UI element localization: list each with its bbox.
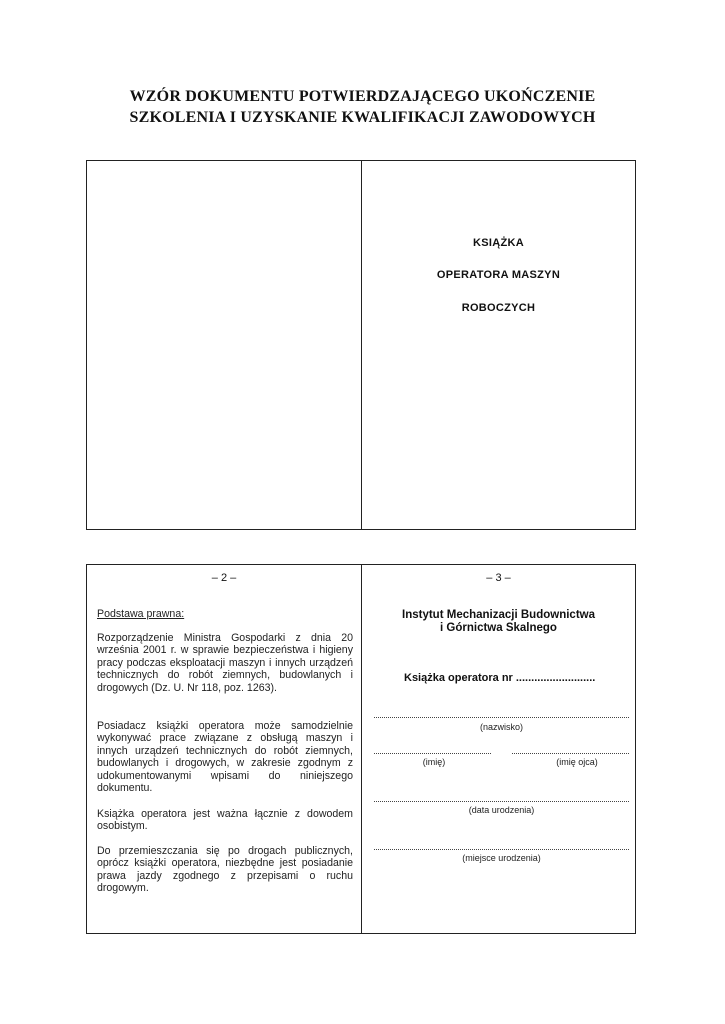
firstname-line	[374, 753, 491, 754]
legal-heading: Podstawa prawna:	[97, 608, 185, 620]
birthdate-line	[374, 801, 629, 802]
legal-paragraph-4: Do przemieszczania się po drogach publicznych, oprócz książki operatora, niezbędne jest posiadanie prawa jazdy zgodnego z przepisami o ruchu drogowym.	[97, 845, 353, 895]
legal-paragraph-3: Książka operatora jest ważna łącznie z dowodem osobistym.	[97, 808, 353, 833]
page-2	[87, 565, 361, 933]
institute-name	[362, 609, 635, 635]
fathername-line	[512, 753, 629, 754]
cover-line-3: ROBOCZYCH	[461, 302, 536, 314]
cover-spread	[86, 160, 636, 530]
page-number: – 3 –	[486, 572, 511, 584]
surname-caption: (nazwisko)	[479, 722, 523, 732]
birthplace-caption: (miejsce urodzenia)	[462, 853, 541, 863]
title-line-1: WZÓR DOKUMENTU POTWIERDZAJĄCEGO UKOŃCZENIE	[129, 88, 596, 105]
birthdate-caption: (data urodzenia)	[468, 805, 535, 815]
birthplace-line	[374, 849, 629, 850]
institute-line-2: i Górnictwa Skalnego	[440, 622, 557, 634]
document-title	[0, 86, 725, 128]
institute-line-1: Instytut Mechanizacji Budownictwa	[402, 609, 595, 621]
inner-spread	[86, 564, 636, 934]
legal-basis-heading	[97, 608, 353, 620]
page-number: – 2 –	[211, 572, 237, 584]
cover-line-1: KSIĄŻKA	[473, 237, 524, 249]
page-3	[362, 565, 635, 933]
title-line-2: SZKOLENIA I UZYSKANIE KWALIFIKACJI ZAWODOWYCH	[129, 109, 596, 126]
legal-paragraph-1: Rozporządzenie Ministra Gospodarki z dnia 20 września 2001 r. w sprawie bezpieczeństwa i higieny pracy podczas eksploatacji maszyn i innych urządzeń technicznych do robót ziemnych, budowlanych i drogowych (Dz. U. Nr 118, poz. 1263).	[97, 632, 353, 694]
surname-line	[374, 717, 629, 718]
front-cover	[362, 161, 635, 529]
book-number-field: Książka operatora nr ..........................	[404, 672, 596, 684]
fathername-caption: (imię ojca)	[556, 757, 598, 767]
legal-paragraph-2: Posiadacz książki operatora może samodzielnie wykonywać prace związane z obsługą maszyn i innych urządzeń technicznych do robót ziemnych, budowlanych i drogowych, w zakresie zgodnym z udokumentowanymi wpisami do niniejszego dokumentu.	[97, 720, 353, 795]
firstname-caption: (imię)	[422, 757, 446, 767]
cover-line-2: OPERATORA MASZYN	[436, 269, 561, 281]
